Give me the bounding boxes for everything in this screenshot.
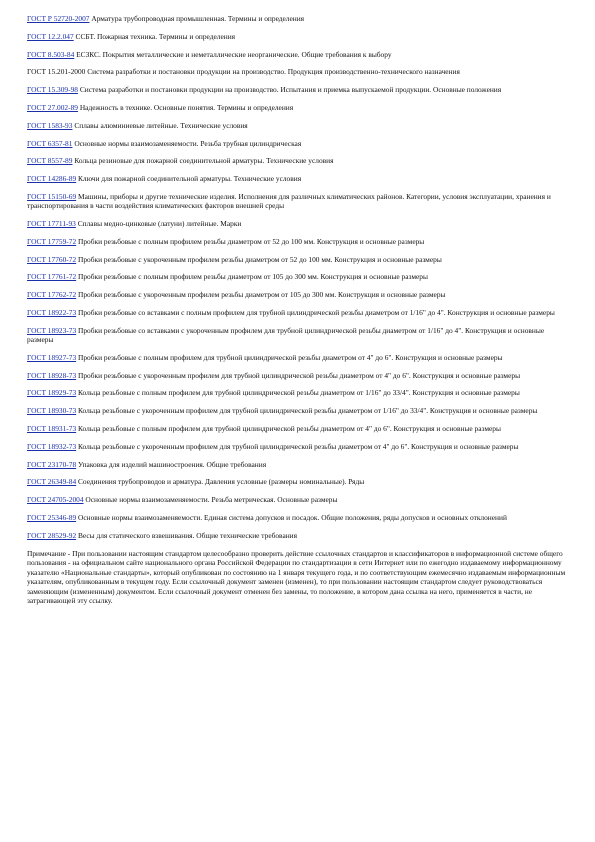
reference-item xyxy=(27,121,570,130)
standard-title: Система разработки и постановки продукции на производство. Продукция производственно-технического назначения xyxy=(87,67,460,77)
standard-link[interactable]: ГОСТ 15150-69 xyxy=(27,191,77,201)
reference-item xyxy=(27,353,570,362)
standard-title: Основные нормы взаимозаменяемости. Единая система допусков и посадок. Общие положения, ряды допусков и основных отклонений xyxy=(78,512,507,522)
standard-title: Весы для статического взвешивания. Общие технические требования xyxy=(78,530,298,540)
reference-item xyxy=(27,531,570,540)
standard-link[interactable]: ГОСТ 12.2.047 xyxy=(27,31,74,41)
standard-title: Пробки резьбовые с укороченным профилем резьбы диаметром от 105 до 300 мм. Конструкция и основные размеры xyxy=(78,290,446,300)
standard-title: Основные нормы взаимозаменяемости. Резьба метрическая. Основные размеры xyxy=(85,495,338,505)
standard-link[interactable]: ГОСТ 6357-81 xyxy=(27,138,73,148)
standard-link[interactable]: ГОСТ 15.309-98 xyxy=(27,85,78,95)
reference-item xyxy=(27,219,570,228)
standard-link[interactable]: ГОСТ 18922-73 xyxy=(27,307,77,317)
reference-item xyxy=(27,32,570,41)
standard-title: ЕСЗКС. Покрытия металлические и неметаллические неорганические. Общие требования к выбору xyxy=(76,49,392,59)
normative-references-list xyxy=(27,14,570,540)
reference-item xyxy=(27,326,570,344)
standard-title: Пробки резьбовые со вставками с полным профилем для трубной цилиндрической резьбы диаметром от 1/16" до 4". Конструкция и основные размеры xyxy=(78,307,555,317)
reference-item xyxy=(27,174,570,183)
reference-item xyxy=(27,290,570,299)
standard-title: Арматура трубопроводная промышленная. Термины и определения xyxy=(91,14,305,23)
standard-code: ГОСТ 15.201-2000 xyxy=(27,67,86,77)
reference-item xyxy=(27,424,570,433)
reference-item xyxy=(27,14,570,23)
reference-item xyxy=(27,67,570,76)
reference-item xyxy=(27,272,570,281)
standard-link[interactable]: ГОСТ 17759-72 xyxy=(27,236,77,246)
standard-title: Кольца резьбовые с полным профилем для трубной цилиндрической резьбы диаметром от 4" до 6". Конструкция и основные размеры xyxy=(78,423,501,433)
standard-link[interactable]: ГОСТ 27.002-89 xyxy=(27,102,78,112)
reference-item xyxy=(27,50,570,59)
standard-title: Кольца резьбовые с укороченным профилем для трубной цилиндрической резьбы диаметром от 4" до 6". Конструкция и основные размеры xyxy=(78,441,519,451)
standard-link[interactable]: ГОСТ 18932-73 xyxy=(27,441,77,451)
standard-link[interactable]: ГОСТ 24705-2004 xyxy=(27,495,84,505)
reference-item xyxy=(27,139,570,148)
standard-link[interactable]: ГОСТ 17762-72 xyxy=(27,290,77,300)
standard-title: Соединения трубопроводов и арматура. Давления условные (размеры номинальные). Ряды xyxy=(78,477,365,487)
reference-item xyxy=(27,237,570,246)
standard-title: Надежность в технике. Основные понятия. Термины и определения xyxy=(79,102,294,112)
standard-title: Пробки резьбовые с укороченным профилем резьбы диаметром от 52 до 100 мм. Конструкция и основные размеры xyxy=(78,254,442,264)
standard-title: Пробки резьбовые с полным профилем резьбы диаметром от 52 до 100 мм. Конструкция и основные размеры xyxy=(78,236,425,246)
standard-link[interactable]: ГОСТ 14286-89 xyxy=(27,174,77,184)
standard-title: Сплавы алюминиевые литейные. Технические условия xyxy=(74,120,248,130)
standard-link[interactable]: ГОСТ 17760-72 xyxy=(27,254,77,264)
standard-title: Сплавы медно-цинковые (латуни) литейные. Марки xyxy=(77,218,242,228)
standard-link[interactable]: ГОСТ 25346-89 xyxy=(27,512,77,522)
standard-title: Кольца резьбовые с полным профилем для трубной цилиндрической резьбы диаметром от 1/16" до 33/4". Конструкция и основные размеры xyxy=(78,388,520,398)
reference-item xyxy=(27,308,570,317)
standard-title: Пробки резьбовые с полным профилем для трубной цилиндрической резьбы диаметром от 4" до 6". Конструкция и основные размеры xyxy=(78,352,503,362)
reference-item xyxy=(27,388,570,397)
standard-title: Кольца резиновые для пожарной соединительной арматуры. Технические условия xyxy=(74,156,334,166)
standard-link[interactable]: ГОСТ 18923-73 xyxy=(27,325,77,335)
standard-title: Упаковка для изделий машиностроения. Общие требования xyxy=(78,459,267,469)
reference-item xyxy=(27,495,570,504)
reference-item xyxy=(27,406,570,415)
standard-link[interactable]: ГОСТ 8557-89 xyxy=(27,156,73,166)
standard-link[interactable]: ГОСТ 18931-73 xyxy=(27,423,77,433)
reference-item xyxy=(27,192,570,210)
standard-title: Пробки резьбовые с полным профилем резьбы диаметром от 105 до 300 мм. Конструкция и основные размеры xyxy=(78,272,428,282)
standard-link[interactable]: ГОСТ 8.503-84 xyxy=(27,49,75,59)
standard-title: Пробки резьбовые с укороченным профилем для трубной цилиндрической резьбы диаметром от 4" до 6". Конструкция и основные размеры xyxy=(78,370,521,380)
reference-item xyxy=(27,371,570,380)
standard-link[interactable]: ГОСТ 18928-73 xyxy=(27,370,77,380)
standard-title: Основные нормы взаимозаменяемости. Резьба трубная цилиндрическая xyxy=(74,138,302,148)
standard-link[interactable]: ГОСТ 18930-73 xyxy=(27,406,77,416)
reference-item xyxy=(27,442,570,451)
document-page xyxy=(27,14,570,613)
standard-title: Пробки резьбовые со вставками с укороченным профилем для трубной цилиндрической резьбы диаметром от 1/16" до 4". Конструкция и основные размеры xyxy=(27,325,545,344)
standard-link[interactable]: ГОСТ 18929-73 xyxy=(27,388,77,398)
standard-title: Система разработки и постановки продукции на производство. Испытания и приемка выпускаемой продукции. Основные положения xyxy=(79,85,502,95)
note-paragraph: Примечание - При пользовании настоящим стандартом целесообразно проверить действие ссылочных стандартов и классификаторов в информационной системе общего пользования - на официальном сайте национального органа Российской Федерации по стандартизации в сети Интернет или по ежегодно издаваемому информационному указателю «Национальные стандарты», который опубликован по состоянию на 1 января текущего года, и по соответствующим ежемесячно издаваемым информационным указателям, опубликованным в текущем году. Если ссылочный документ заменен (изменен), то при пользовании настоящим стандартом следует руководствоваться заменяющим (измененным) документом. Если ссылочный документ отменен без замены, то положение, в котором дана ссылка на него, применяется в части, не затрагивающей эту ссылку. xyxy=(27,548,566,606)
standard-link[interactable]: ГОСТ 17711-93 xyxy=(27,218,76,228)
reference-item xyxy=(27,85,570,94)
standard-link[interactable]: ГОСТ 17761-72 xyxy=(27,272,77,282)
reference-item xyxy=(27,460,570,469)
reference-item xyxy=(27,156,570,165)
standard-title: Кольца резьбовые с укороченным профилем для трубной цилиндрической резьбы диаметром от 1/16" до 33/4". Конструкция и основные размеры xyxy=(78,406,538,416)
standard-title: Машины, приборы и другие технические изделия. Исполнения для различных климатических районов. Категории, условия эксплуатации, хранения и транспортирования в части воздействия климатических факторов внешней среды xyxy=(27,191,551,211)
standard-link[interactable]: ГОСТ Р 52720-2007 xyxy=(27,14,90,23)
standard-link[interactable]: ГОСТ 1583-93 xyxy=(27,120,73,130)
reference-item xyxy=(27,103,570,112)
standard-title: Ключи для пожарной соединительной арматуры. Технические условия xyxy=(78,174,302,184)
standard-link[interactable]: ГОСТ 23170-78 xyxy=(27,459,77,469)
reference-item xyxy=(27,255,570,264)
standard-link[interactable]: ГОСТ 26349-84 xyxy=(27,477,77,487)
reference-item xyxy=(27,513,570,522)
standard-link[interactable]: ГОСТ 28529-92 xyxy=(27,530,77,540)
standard-link[interactable]: ГОСТ 18927-73 xyxy=(27,352,77,362)
standard-title: ССБТ. Пожарная техника. Термины и определения xyxy=(75,31,236,41)
reference-item xyxy=(27,477,570,486)
